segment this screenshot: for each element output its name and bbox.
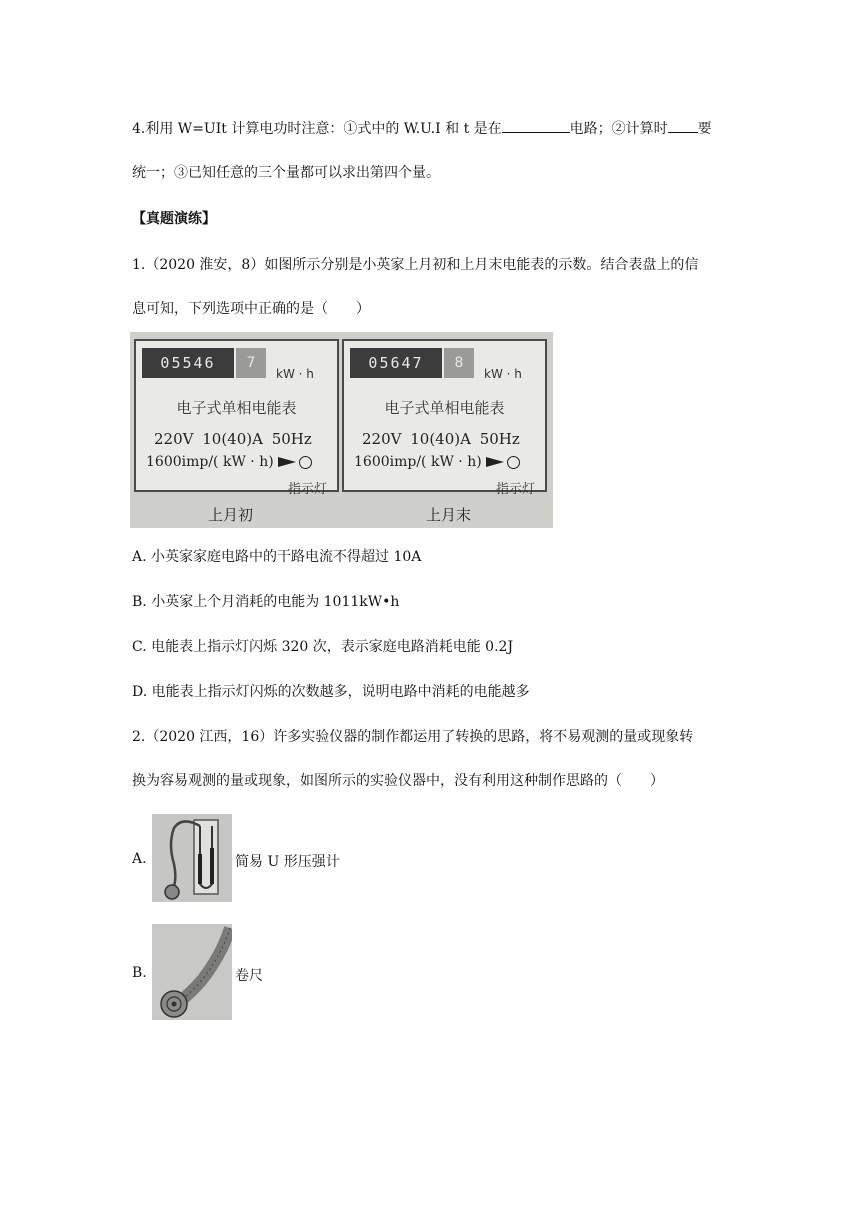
question-1-option-d: D. 电能表上指示灯闪烁的次数越多，说明电路中消耗的电能越多	[132, 684, 530, 700]
intro-text-b: 电路；②计算时	[569, 121, 668, 137]
question-2-option-b-text: 卷尺	[235, 968, 263, 984]
meter-spec: 220V 10(40)A 50Hz	[154, 430, 312, 448]
question-2-option-b-label: B.	[132, 965, 147, 981]
intro-text-a: 4.利用 W=UIt 计算电功时注意：①式中的 W.U.I 和 t 是在	[132, 121, 502, 137]
question-2-option-a-label: A.	[132, 851, 147, 867]
meter-decimal: 7	[236, 348, 266, 378]
tape-measure-image	[152, 924, 232, 1020]
indicator-light-icon	[299, 456, 312, 469]
meter-name: 电子式单相电能表	[384, 399, 505, 417]
meter-unit: kW · h	[276, 367, 314, 381]
question-1-stem-line-1: 1.（2020 淮安，8）如图所示分别是小英家上月初和上月末电能表的示数。结合表盘上的信	[132, 257, 699, 273]
meter-end-of-month	[342, 339, 547, 497]
intro-text-c: 要	[697, 121, 712, 137]
meter-spec: 220V 10(40)A 50Hz	[362, 430, 520, 448]
meter-reading: 05647	[350, 348, 442, 378]
electricity-meters-figure	[130, 332, 553, 528]
fill-blank-1	[502, 118, 570, 133]
intro-line-1	[132, 118, 712, 138]
arrow-icon	[486, 457, 504, 467]
meter-impulse-text: 1600imp/( kW · h)	[146, 454, 274, 470]
meter-impulse	[146, 454, 312, 470]
question-2-stem-line-1: 2.（2020 江西，16）许多实验仪器的制作都运用了转换的思路，将不易观测的量或现象转	[132, 729, 694, 745]
question-1-option-c: C. 电能表上指示灯闪烁 320 次，表示家庭电路消耗电能 0.2J	[132, 639, 514, 655]
meter-decimal: 8	[444, 348, 474, 378]
intro-line-2: 统一；③已知任意的三个量都可以求出第四个量。	[132, 165, 440, 181]
fill-blank-2	[668, 118, 698, 133]
meter-indicator-label: 指示灯	[287, 482, 327, 497]
meter-start-of-month	[134, 339, 339, 497]
meter-caption-start: 上月初	[208, 506, 254, 524]
question-2-stem-line-2: 换为容易观测的量或现象，如图所示的实验仪器中，没有利用这种制作思路的（ ）	[132, 773, 664, 789]
meter-caption-end: 上月末	[426, 506, 472, 524]
question-1-option-b: B. 小英家上个月消耗的电能为 1011kW•h	[132, 594, 400, 610]
question-1-option-a: A. 小英家家庭电路中的干路电流不得超过 10A	[132, 549, 422, 565]
meter-impulse-text: 1600imp/( kW · h)	[354, 454, 482, 470]
arrow-icon	[278, 457, 296, 467]
meter-reading: 05546	[142, 348, 234, 378]
meter-indicator-label: 指示灯	[495, 482, 535, 497]
u-tube-manometer-image	[152, 814, 232, 902]
question-2-option-a-text: 简易 U 形压强计	[235, 854, 340, 870]
meter-name: 电子式单相电能表	[176, 399, 297, 417]
meter-impulse	[354, 454, 520, 470]
question-1-stem-line-2: 息可知，下列选项中正确的是（ ）	[132, 301, 370, 317]
indicator-light-icon	[507, 456, 520, 469]
section-heading: 【真题演练】	[132, 211, 216, 227]
meter-unit: kW · h	[484, 367, 522, 381]
